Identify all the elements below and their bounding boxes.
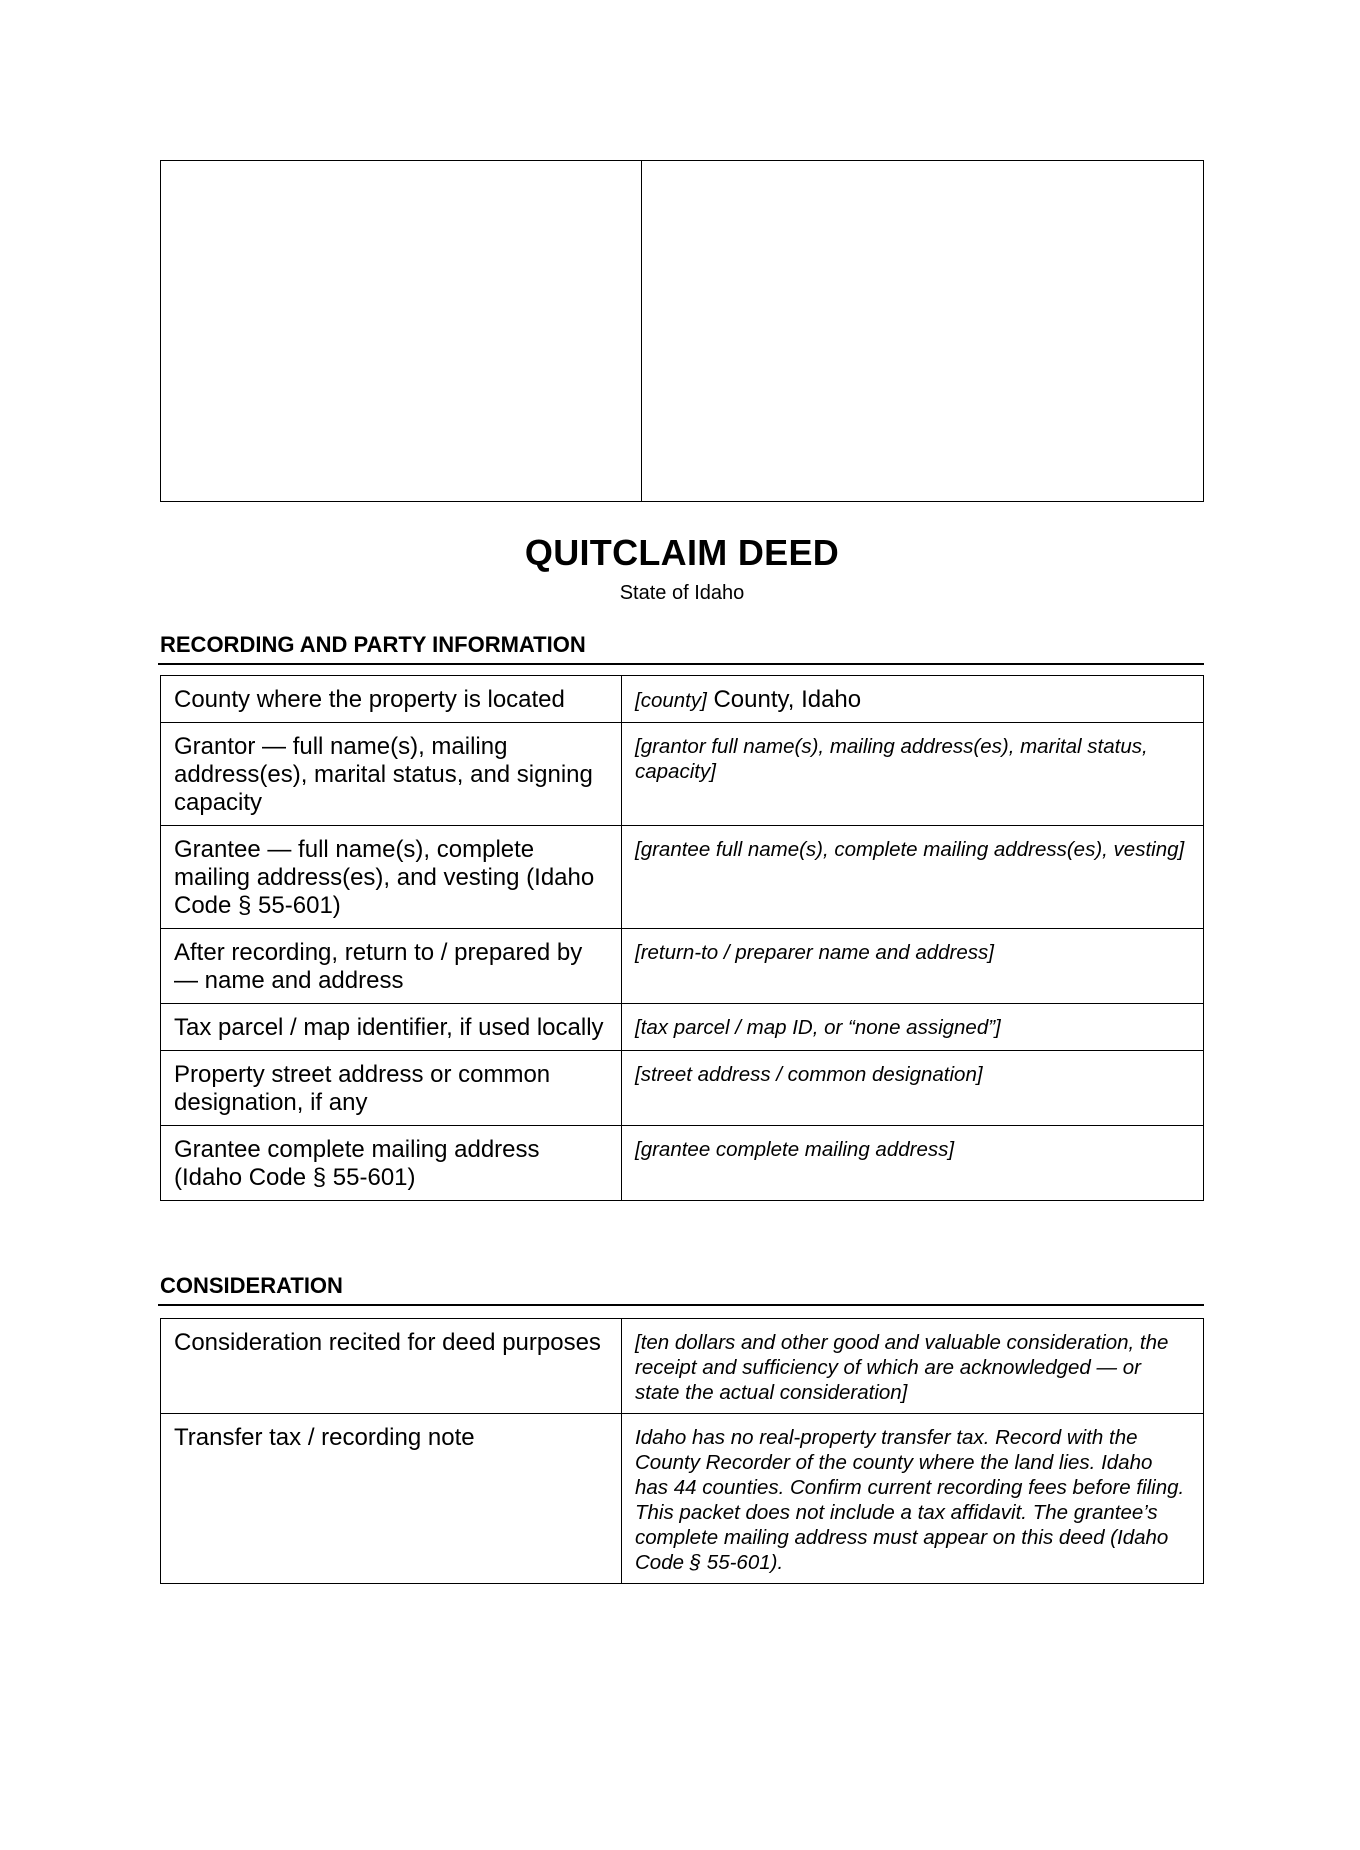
row-label-grantor: Grantor — full name(s), mailing address(es), marital status, and signing capacity <box>161 723 622 826</box>
document-subtitle: State of Idaho <box>619 582 745 604</box>
row-label-grantee: Grantee — full name(s), complete mailing address(es), and vesting (Idaho Code § 55-601) <box>161 826 622 929</box>
recording-section-heading: RECORDING AND PARTY INFORMATION <box>158 631 1204 665</box>
row-label-transfer-tax: Transfer tax / recording note <box>161 1414 622 1584</box>
recording-info-table <box>160 675 1204 1201</box>
table-row <box>161 1414 1204 1584</box>
row-value-street-address: [street address / common designation] <box>622 1051 1204 1126</box>
table-row <box>161 826 1204 929</box>
table-row <box>161 929 1204 1004</box>
table-row <box>161 676 1204 723</box>
consideration-table <box>160 1318 1204 1584</box>
row-label-consideration: Consideration recited for deed purposes <box>161 1319 622 1414</box>
county-placeholder: [county] <box>635 689 707 712</box>
row-label-return-to: After recording, return to / prepared by — name and address <box>161 929 622 1004</box>
row-value-grantee-mailing: [grantee complete mailing address] <box>622 1126 1204 1201</box>
table-row <box>161 1319 1204 1414</box>
recorder-use-box <box>160 160 1204 502</box>
consideration-section-heading: CONSIDERATION <box>158 1272 1204 1306</box>
row-value-county <box>622 676 1204 723</box>
table-row <box>161 723 1204 826</box>
row-value-tax-parcel: [tax parcel / map ID, or “none assigned”] <box>622 1004 1204 1051</box>
row-label-county: County where the property is located <box>161 676 622 723</box>
row-label-grantee-mailing: Grantee complete mailing address (Idaho Code § 55-601) <box>161 1126 622 1201</box>
recorder-box-right-cell <box>642 161 1203 501</box>
recorder-box-left-cell <box>161 161 642 501</box>
row-value-grantor: [grantor full name(s), mailing address(es), marital status, capacity] <box>622 723 1204 826</box>
table-row <box>161 1126 1204 1201</box>
title-block <box>160 530 1204 607</box>
row-value-consideration: [ten dollars and other good and valuable consideration, the receipt and sufficiency of which are acknowledged — or state the actual consideration] <box>622 1319 1204 1414</box>
county-suffix: County, Idaho <box>706 686 862 713</box>
row-value-transfer-tax: Idaho has no real-property transfer tax. Record with the County Recorder of the county where the land lies. Idaho has 44 counties. Confirm current recording fees before filing. This packet does not include a tax affidavit. The grantee’s complete mailing address must appear on this deed (Idaho Code § 55-601). <box>622 1414 1204 1584</box>
row-value-return-to: [return-to / preparer name and address] <box>622 929 1204 1004</box>
document-title: QUITCLAIM DEED <box>524 532 840 573</box>
table-row <box>161 1051 1204 1126</box>
row-label-tax-parcel: Tax parcel / map identifier, if used locally <box>161 1004 622 1051</box>
row-label-street-address: Property street address or common designation, if any <box>161 1051 622 1126</box>
row-value-grantee: [grantee full name(s), complete mailing address(es), vesting] <box>622 826 1204 929</box>
table-row <box>161 1004 1204 1051</box>
